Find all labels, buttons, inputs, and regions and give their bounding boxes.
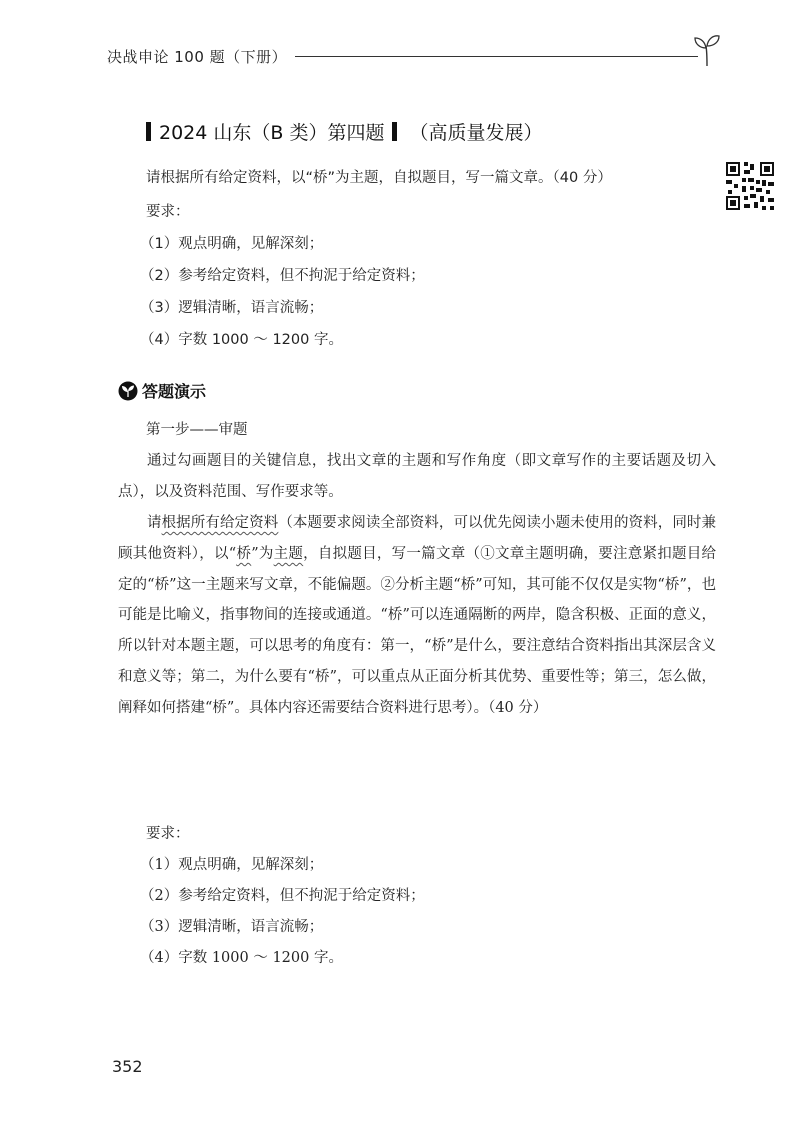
answer-req-4: （4）字数 1000 ～ 1200 字。 <box>140 950 343 966</box>
title-bar-right <box>392 122 397 141</box>
question-title <box>146 118 542 145</box>
answer-heading-text: 答题演示 <box>142 382 207 401</box>
keyword-material-scope: 根据所有给定资料 <box>161 515 279 531</box>
step-title: 第一步——审题 <box>146 422 248 438</box>
question-req-label: 要求： <box>146 204 190 220</box>
answer-heading <box>118 379 206 402</box>
question-req-2: （2）参考给定资料，但不拘泥于给定资料； <box>140 268 425 284</box>
answer-req-2: （2）参考给定资料，但不拘泥于给定资料； <box>140 888 425 904</box>
question-source: 2024 山东（B 类）第四题 <box>159 122 385 144</box>
question-req-3: （3）逻辑清晰，语言流畅； <box>140 300 324 316</box>
step-intro-paragraph: 通过勾画题目的关键信息，找出文章的主题和写作角度（即文章写作的主要话题及切入点），以及资料范围、写作要求等。 <box>118 453 716 500</box>
page-number: 352 <box>112 1057 143 1076</box>
book-title: 决战申论 100 题（下册） <box>107 48 288 66</box>
p2-part-e: ”为 <box>251 545 274 562</box>
question-req-4: （4）字数 1000 ～ 1200 字。 <box>140 332 343 348</box>
answer-req-1: （1）观点明确，见解深刻； <box>140 857 324 873</box>
annotated-question-paragraph <box>118 508 716 724</box>
qr-code-icon[interactable] <box>724 160 776 212</box>
p2-part-a: 请 <box>147 515 162 531</box>
running-header <box>107 38 719 78</box>
question-topic: （高质量发展） <box>409 122 543 144</box>
sprout-badge-icon <box>118 381 138 401</box>
question-prompt: 请根据所有给定资料，以“桥”为主题，自拟题目，写一篇文章。（40 分） <box>146 170 612 186</box>
title-bar-left <box>146 122 151 141</box>
keyword-theme: 主题 <box>273 545 304 562</box>
question-req-1: （1）观点明确，见解深刻； <box>140 236 324 252</box>
keyword-bridge: 桥 <box>236 545 252 562</box>
header-rule <box>295 56 698 57</box>
sprout-icon <box>692 32 722 68</box>
p2-part-g: ，自拟题目，写一篇文章（①文章主题明确，要注意紧扣题目给定的“桥”这一主题来写文章，不能偏题。②分析主题“桥”可知，其可能不仅仅是实物“桥”，也可能是比喻义，指事物间的连接或通道。“桥”可以连通隔断的两岸，隐含积极、正面的意义，所以针对本题主题，可以思考的角度有：第一，“桥”是什么，要注意结合资料指出其深层含义和意义等；第二，为什么要有“桥”，可以重点从正面分析其优势、重要性等；第三，怎么做，阐释如何搭建“桥”。具体内容还需要结合资料进行思考）。（40 分） <box>118 545 717 716</box>
answer-req-3: （3）逻辑清晰，语言流畅； <box>140 919 324 935</box>
answer-req-label: 要求： <box>146 826 190 842</box>
p2-part-c: （本题要求阅读全部资料，可以优先阅读小题未使用的资料，同时兼顾其他资料），以“ <box>118 515 717 562</box>
